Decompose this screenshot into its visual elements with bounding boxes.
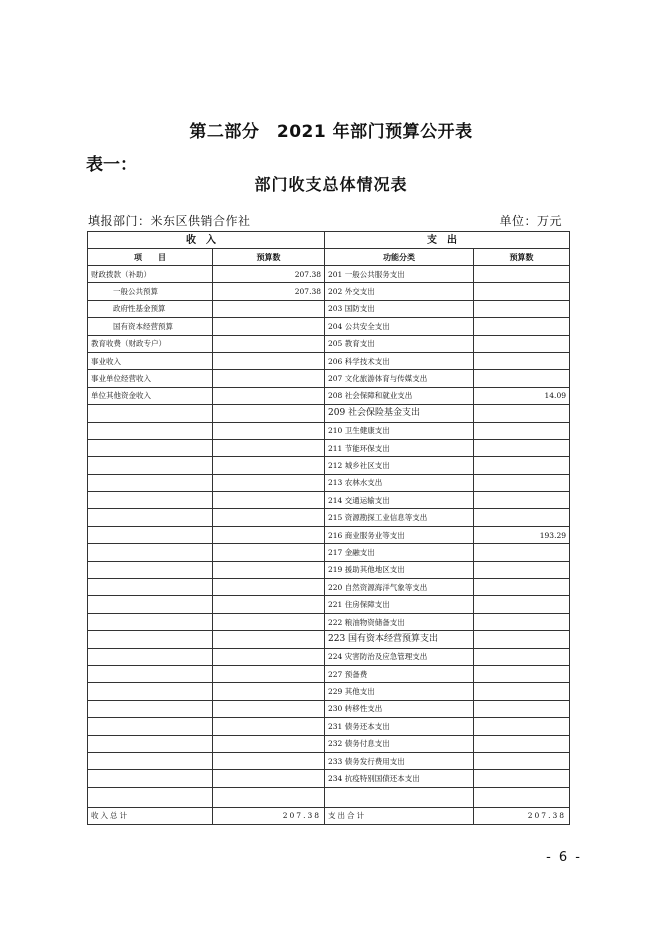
income-item-cell: 事业收入 bbox=[88, 352, 213, 369]
income-value-cell bbox=[213, 352, 325, 369]
table-row bbox=[88, 335, 570, 352]
table-row bbox=[88, 718, 570, 735]
table-row bbox=[88, 300, 570, 317]
table-row bbox=[88, 665, 570, 682]
income-item-cell bbox=[88, 718, 213, 735]
income-total-value: 207.38 bbox=[213, 807, 325, 824]
expense-value-cell bbox=[474, 422, 570, 439]
func-col-header: 功能分类 bbox=[325, 249, 474, 266]
income-item-cell: 教育收费（财政专户） bbox=[88, 335, 213, 352]
income-value-cell bbox=[213, 335, 325, 352]
table-row bbox=[88, 770, 570, 787]
income-value-cell bbox=[213, 509, 325, 526]
table-row bbox=[88, 526, 570, 543]
table-row bbox=[88, 405, 570, 422]
income-value-cell bbox=[213, 718, 325, 735]
income-item-cell: 国有资本经营预算 bbox=[88, 318, 213, 335]
table-row bbox=[88, 370, 570, 387]
total-row bbox=[88, 807, 570, 824]
income-item-cell bbox=[88, 665, 213, 682]
income-item-cell bbox=[88, 613, 213, 630]
expense-item-cell: 204 公共安全支出 bbox=[325, 318, 474, 335]
expense-item-cell: 210 卫生健康支出 bbox=[325, 422, 474, 439]
expense-item-cell: 203 国防支出 bbox=[325, 300, 474, 317]
table-row bbox=[88, 352, 570, 369]
page-number: - 6 - bbox=[546, 850, 582, 865]
expense-item-cell: 222 粮油物资储备支出 bbox=[325, 613, 474, 630]
income-value-cell bbox=[213, 318, 325, 335]
income-item-cell: 事业单位经营收入 bbox=[88, 370, 213, 387]
item-col-header: 项 目 bbox=[88, 249, 213, 266]
income-item-cell: 财政拨款（补助） bbox=[88, 266, 213, 283]
income-item-cell bbox=[88, 700, 213, 717]
income-value-cell: 207.38 bbox=[213, 266, 325, 283]
expense-value-cell bbox=[474, 492, 570, 509]
expense-item-cell: 223 国有资本经营预算支出 bbox=[325, 631, 474, 648]
income-value-cell bbox=[213, 596, 325, 613]
expense-value-cell bbox=[474, 665, 570, 682]
expense-value-cell bbox=[474, 509, 570, 526]
expense-item-cell: 233 债务发行费用支出 bbox=[325, 752, 474, 769]
expense-value-cell: 14.09 bbox=[474, 387, 570, 404]
income-value-cell bbox=[213, 648, 325, 665]
expense-item-cell: 216 商业服务业等支出 bbox=[325, 526, 474, 543]
budget-col-header-left: 预算数 bbox=[213, 249, 325, 266]
table-row bbox=[88, 509, 570, 526]
expense-item-cell: 221 住房保障支出 bbox=[325, 596, 474, 613]
expense-item-cell: 205 教育支出 bbox=[325, 335, 474, 352]
table-row bbox=[88, 474, 570, 491]
expense-value-cell bbox=[474, 752, 570, 769]
income-value-cell bbox=[213, 492, 325, 509]
table-body bbox=[88, 266, 570, 788]
income-value-cell bbox=[213, 631, 325, 648]
table-row bbox=[88, 266, 570, 283]
expense-item-cell: 234 抗疫特别国债还本支出 bbox=[325, 770, 474, 787]
income-item-cell bbox=[88, 579, 213, 596]
income-item-cell bbox=[88, 735, 213, 752]
income-item-cell bbox=[88, 422, 213, 439]
income-value-cell bbox=[213, 544, 325, 561]
table-row bbox=[88, 387, 570, 404]
expense-value-cell bbox=[474, 735, 570, 752]
expense-item-cell: 208 社会保障和就业支出 bbox=[325, 387, 474, 404]
income-item-cell bbox=[88, 596, 213, 613]
income-value-cell: 207.38 bbox=[213, 283, 325, 300]
income-item-cell bbox=[88, 770, 213, 787]
expense-value-cell bbox=[474, 439, 570, 456]
income-item-cell bbox=[88, 457, 213, 474]
table-row bbox=[88, 631, 570, 648]
table-row bbox=[88, 700, 570, 717]
expense-value-cell bbox=[474, 474, 570, 491]
expense-item-cell: 211 节能环保支出 bbox=[325, 439, 474, 456]
income-item-cell bbox=[88, 648, 213, 665]
table-title: 部门收支总体情况表 bbox=[254, 175, 408, 194]
expense-value-cell bbox=[474, 457, 570, 474]
expense-total-value: 207.38 bbox=[474, 807, 570, 824]
income-value-cell bbox=[213, 474, 325, 491]
expense-value-cell: 193.29 bbox=[474, 526, 570, 543]
income-value-cell bbox=[213, 735, 325, 752]
income-value-cell bbox=[213, 700, 325, 717]
table-row bbox=[88, 648, 570, 665]
blank-row bbox=[88, 787, 570, 807]
expense-header: 支出 bbox=[325, 232, 570, 249]
expense-value-cell bbox=[474, 631, 570, 648]
income-value-cell bbox=[213, 752, 325, 769]
income-value-cell bbox=[213, 613, 325, 630]
expense-item-cell: 201 一般公共服务支出 bbox=[325, 266, 474, 283]
unit-label: 单位：万元 bbox=[499, 214, 562, 228]
income-value-cell bbox=[213, 439, 325, 456]
expense-item-cell: 227 预备费 bbox=[325, 665, 474, 682]
table-row bbox=[88, 544, 570, 561]
expense-item-cell: 224 灾害防治及应急管理支出 bbox=[325, 648, 474, 665]
expense-value-cell bbox=[474, 596, 570, 613]
income-item-cell bbox=[88, 526, 213, 543]
expense-item-cell: 213 农林水支出 bbox=[325, 474, 474, 491]
expense-item-cell: 202 外交支出 bbox=[325, 283, 474, 300]
expense-item-cell: 217 金融支出 bbox=[325, 544, 474, 561]
dept-label: 填报部门：米东区供销合作社 bbox=[88, 214, 251, 228]
income-item-cell bbox=[88, 509, 213, 526]
income-item-cell bbox=[88, 561, 213, 578]
expense-value-cell bbox=[474, 613, 570, 630]
expense-value-cell bbox=[474, 318, 570, 335]
income-item-cell bbox=[88, 752, 213, 769]
expense-value-cell bbox=[474, 579, 570, 596]
expense-item-cell: 214 交通运输支出 bbox=[325, 492, 474, 509]
income-value-cell bbox=[213, 526, 325, 543]
table-row bbox=[88, 561, 570, 578]
income-item-cell: 单位其他资金收入 bbox=[88, 387, 213, 404]
expense-item-cell: 219 援助其他地区支出 bbox=[325, 561, 474, 578]
income-value-cell bbox=[213, 561, 325, 578]
table-row bbox=[88, 457, 570, 474]
expense-value-cell bbox=[474, 335, 570, 352]
income-value-cell bbox=[213, 405, 325, 422]
expense-value-cell bbox=[474, 561, 570, 578]
expense-item-cell: 207 文化旅游体育与传媒支出 bbox=[325, 370, 474, 387]
expense-value-cell bbox=[474, 266, 570, 283]
table-row bbox=[88, 318, 570, 335]
income-value-cell bbox=[213, 457, 325, 474]
income-item-cell: 一般公共预算 bbox=[88, 283, 213, 300]
income-value-cell bbox=[213, 579, 325, 596]
expense-value-cell bbox=[474, 544, 570, 561]
income-item-cell bbox=[88, 492, 213, 509]
expense-item-cell: 231 债务还本支出 bbox=[325, 718, 474, 735]
income-total-label: 收入总计 bbox=[88, 807, 213, 824]
expense-item-cell: 212 城乡社区支出 bbox=[325, 457, 474, 474]
income-item-cell bbox=[88, 544, 213, 561]
table-row bbox=[88, 613, 570, 630]
expense-item-cell: 209 社会保险基金支出 bbox=[325, 405, 474, 422]
table-row bbox=[88, 735, 570, 752]
expense-item-cell: 215 资源勘探工业信息等支出 bbox=[325, 509, 474, 526]
expense-value-cell bbox=[474, 352, 570, 369]
income-value-cell bbox=[213, 300, 325, 317]
income-value-cell bbox=[213, 370, 325, 387]
expense-value-cell bbox=[474, 283, 570, 300]
table-row bbox=[88, 492, 570, 509]
income-item-cell bbox=[88, 439, 213, 456]
header-row-main bbox=[88, 232, 570, 249]
expense-total-label: 支出合计 bbox=[325, 807, 474, 824]
expense-value-cell bbox=[474, 770, 570, 787]
income-value-cell bbox=[213, 770, 325, 787]
expense-value-cell bbox=[474, 405, 570, 422]
expense-item-cell: 220 自然资源海洋气象等支出 bbox=[325, 579, 474, 596]
expense-value-cell bbox=[474, 648, 570, 665]
expense-item-cell: 206 科学技术支出 bbox=[325, 352, 474, 369]
expense-value-cell bbox=[474, 700, 570, 717]
expense-value-cell bbox=[474, 683, 570, 700]
expense-item-cell: 230 转移性支出 bbox=[325, 700, 474, 717]
income-item-cell bbox=[88, 631, 213, 648]
table-row bbox=[88, 752, 570, 769]
doc-title: 第二部分 2021 年部门预算公开表 bbox=[189, 122, 473, 142]
table-row bbox=[88, 439, 570, 456]
table-row bbox=[88, 422, 570, 439]
income-value-cell bbox=[213, 387, 325, 404]
expense-item-cell: 232 债务付息支出 bbox=[325, 735, 474, 752]
income-value-cell bbox=[213, 665, 325, 682]
table-row bbox=[88, 596, 570, 613]
income-item-cell: 政府性基金预算 bbox=[88, 300, 213, 317]
income-value-cell bbox=[213, 422, 325, 439]
income-header: 收入 bbox=[88, 232, 325, 249]
table-row bbox=[88, 683, 570, 700]
expense-value-cell bbox=[474, 370, 570, 387]
expense-value-cell bbox=[474, 300, 570, 317]
budget-col-header-right: 预算数 bbox=[474, 249, 570, 266]
income-item-cell bbox=[88, 474, 213, 491]
table-label: 表一： bbox=[86, 155, 137, 175]
table-row bbox=[88, 579, 570, 596]
budget-table bbox=[87, 231, 570, 825]
income-value-cell bbox=[213, 683, 325, 700]
expense-item-cell: 229 其他支出 bbox=[325, 683, 474, 700]
income-item-cell bbox=[88, 405, 213, 422]
table-row bbox=[88, 283, 570, 300]
header-row-sub bbox=[88, 249, 570, 266]
expense-value-cell bbox=[474, 718, 570, 735]
income-item-cell bbox=[88, 683, 213, 700]
